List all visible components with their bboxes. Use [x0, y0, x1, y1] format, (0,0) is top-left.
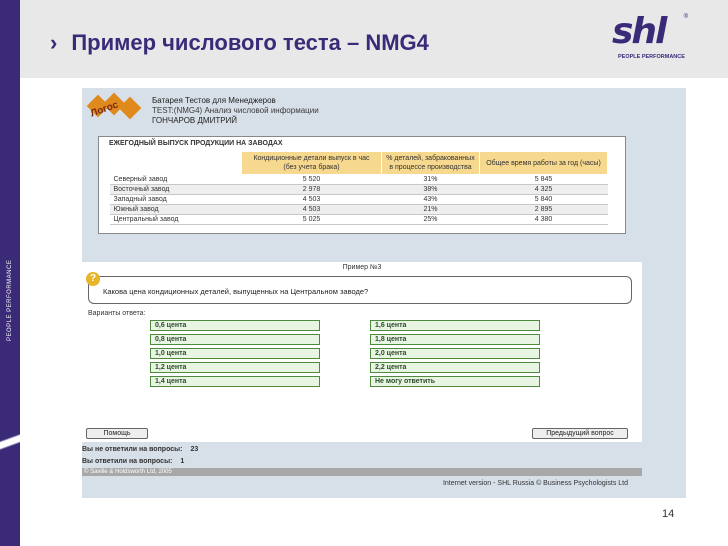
answer-option[interactable]: 1,8 цента — [370, 334, 540, 345]
battery-title: Батарея Тестов для Менеджеров — [152, 96, 276, 105]
question-mark-icon: ? — [86, 272, 100, 286]
app-header — [152, 96, 319, 126]
answer-option[interactable]: 0,6 цента — [150, 320, 320, 331]
previous-question-button[interactable]: Предыдущий вопрос — [532, 428, 628, 439]
answer-option[interactable]: 1,6 цента — [370, 320, 540, 331]
question-area — [82, 262, 642, 442]
unanswered-count: Вы не ответили на вопросы: 23 — [82, 446, 199, 453]
options-label: Варианты ответа: — [88, 310, 146, 317]
col-header-1: Кондиционные детали выпуск в час (без учета брака) — [242, 152, 382, 175]
version-text: Internet version - SHL Russia © Business Psychologists Ltd — [442, 480, 628, 487]
table-row: Южный завод 4 503 21% 2 895 — [110, 205, 608, 215]
data-table-box — [98, 136, 626, 234]
table-row: Центральный завод 5 025 25% 4 380 — [110, 215, 608, 225]
table-title: ЕЖЕГОДНЫЙ ВЫПУСК ПРОДУКЦИИ НА ЗАВОДАХ — [109, 140, 283, 147]
test-app-panel — [82, 88, 686, 498]
answer-option[interactable]: 2,0 цента — [370, 348, 540, 359]
user-name: ГОНЧАРОВ ДМИТРИЙ — [152, 116, 238, 125]
col-header-2: % деталей, забракованных в процессе производства — [382, 152, 480, 175]
table-row: Северный завод 5 520 31% 5 845 — [110, 175, 608, 185]
chevron-right-icon: › — [50, 30, 58, 55]
question-text: Какова цена кондиционных деталей, выпущенных на Центральном заводе? — [103, 287, 369, 296]
answer-option[interactable]: 1,4 цента — [150, 376, 320, 387]
answered-count: Вы ответили на вопросы: 1 — [82, 458, 185, 465]
example-header: Пример №3 — [342, 264, 382, 271]
slide-title: Пример числового теста – NMG4 — [71, 30, 429, 55]
table-row: Западный завод 4 503 43% 5 840 — [110, 195, 608, 205]
answer-option[interactable]: 1,0 цента — [150, 348, 320, 359]
shl-logo: shl ® PEOPLE PERFORMANCE — [612, 11, 688, 60]
answer-option[interactable]: Не могу ответить — [370, 376, 540, 387]
help-button[interactable]: Помощь — [86, 428, 148, 439]
title-row — [50, 30, 429, 56]
answer-option[interactable]: 0,8 цента — [150, 334, 320, 345]
side-wedge — [0, 366, 20, 546]
side-label: PEOPLE PERFORMANCE — [7, 259, 13, 341]
test-logo: Логос — [86, 94, 142, 128]
answer-option[interactable]: 1,2 цента — [150, 362, 320, 373]
question-bubble — [88, 276, 632, 304]
test-title: TEST:(NMG4) Анализ числовой информации — [152, 106, 319, 115]
col-header-3: Общее время работы за год (часы) — [480, 152, 608, 175]
answer-option[interactable]: 2,2 цента — [370, 362, 540, 373]
table-row: Восточный завод 2 978 38% 4 325 — [110, 185, 608, 195]
copyright: © Saville & Holdsworth Ltd, 2005 — [84, 469, 172, 475]
production-table — [109, 151, 608, 225]
page-number: 14 — [662, 508, 675, 520]
